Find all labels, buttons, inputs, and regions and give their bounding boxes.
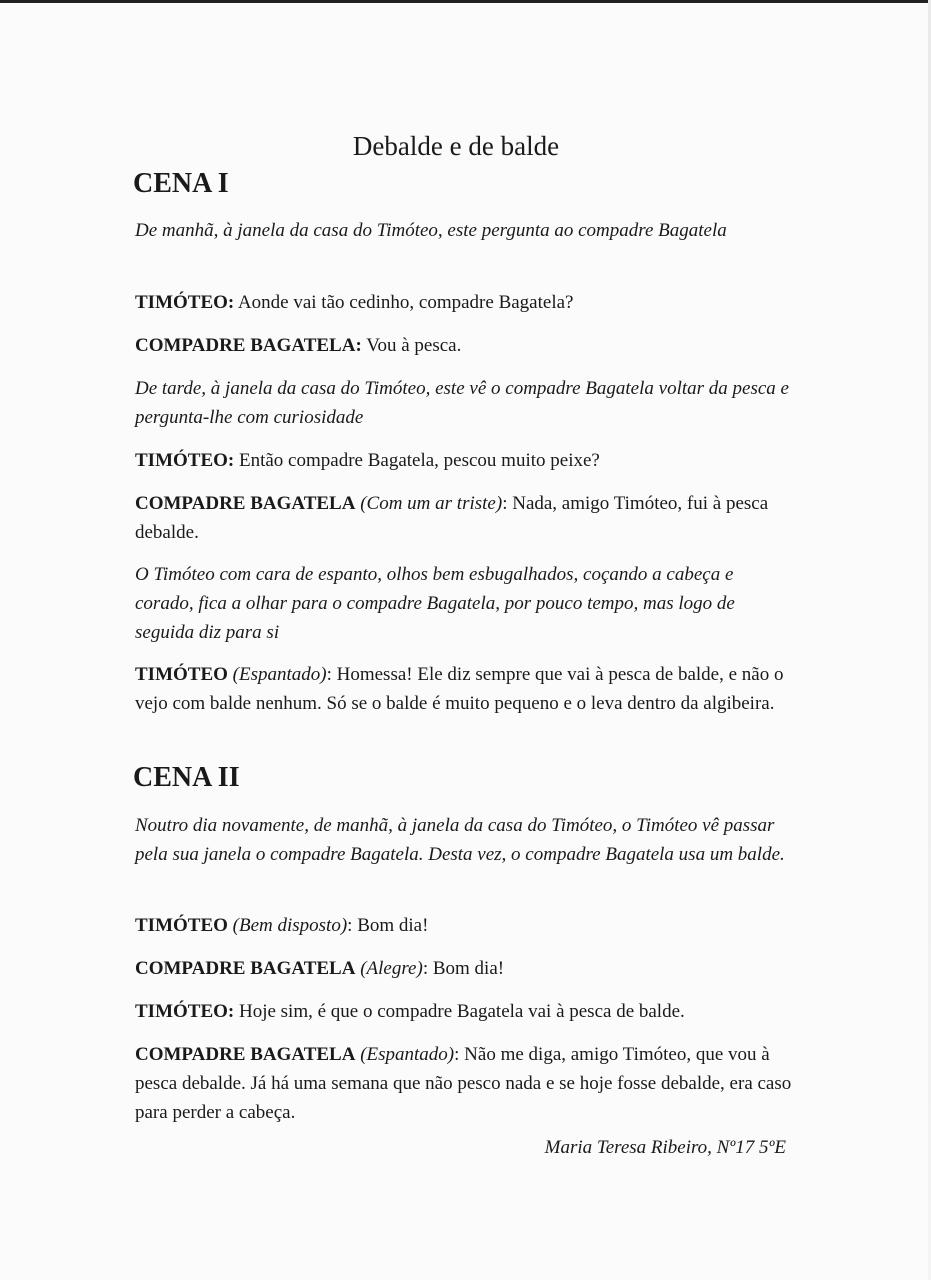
dialogue-line bbox=[135, 489, 795, 547]
dialogue-line bbox=[135, 1040, 795, 1127]
stage-direction: De manhã, à janela da casa do Timóteo, este pergunta ao compadre Bagatela bbox=[135, 220, 727, 241]
stage-note: (Com um ar triste) bbox=[360, 493, 503, 514]
dialogue-line bbox=[135, 331, 795, 360]
stage-note: (Espantado) bbox=[360, 1044, 455, 1065]
speaker-name: COMPADRE BAGATELA bbox=[135, 958, 356, 979]
dialogue-text: : Nada, amigo Timóteo, fui à pesca debalde. bbox=[135, 493, 769, 543]
dialogue-text: Hoje sim, é que o compadre Bagatela vai à pesca de balde. bbox=[234, 1001, 685, 1022]
dialogue-text: Vou à pesca. bbox=[361, 335, 462, 356]
speaker-name: COMPADRE BAGATELA bbox=[135, 1044, 356, 1065]
dialogue-text: : Não me diga, amigo Timóteo, que vou à pesca debalde. Já há uma semana que não pesco nada e se hoje fosse debalde, era caso para perder a cabeça. bbox=[135, 1044, 792, 1123]
document-title: Debalde e de balde bbox=[352, 131, 560, 162]
stage-direction: Noutro dia novamente, de manhã, à janela da casa do Timóteo, o Timóteo vê passar pela sua janela o compadre Bagatela. Desta vez, o compadre Bagatela usa um balde. bbox=[135, 815, 785, 865]
speaker-name: TIMÓTEO bbox=[135, 664, 228, 685]
dialogue-line bbox=[135, 911, 795, 940]
dialogue-text: : Bom dia! bbox=[347, 915, 429, 936]
dialogue-line bbox=[135, 288, 795, 317]
speaker-name: COMPADRE BAGATELA: bbox=[135, 335, 362, 356]
speaker-name: TIMÓTEO: bbox=[135, 1001, 235, 1022]
scene-2-heading: CENA II bbox=[133, 762, 240, 793]
dialogue-line bbox=[135, 446, 795, 475]
stage-note: (Espantado) bbox=[232, 664, 327, 685]
dialogue-line bbox=[135, 954, 795, 983]
dialogue-text: : Homessa! Ele diz sempre que vai à pesca de balde, e não o vejo com balde nenhum. Só se o balde é muito pequeno e o leva dentro da algibeira. bbox=[135, 664, 784, 714]
speaker-name: TIMÓTEO: bbox=[135, 292, 235, 313]
scene-1-heading: CENA I bbox=[133, 168, 229, 199]
stage-direction: O Timóteo com cara de espanto, olhos bem esbugalhados, coçando a cabeça e corado, fica a olhar para o compadre Bagatela, por pouco tempo, mas logo de seguida diz para si bbox=[135, 564, 735, 643]
speaker-name: TIMÓTEO bbox=[135, 915, 228, 936]
dialogue-line bbox=[135, 997, 795, 1026]
speaker-name: TIMÓTEO: bbox=[135, 450, 235, 471]
dialogue-text: Então compadre Bagatela, pescou muito peixe? bbox=[234, 450, 600, 471]
stage-note: (Bem disposto) bbox=[232, 915, 348, 936]
stage-note: (Alegre) bbox=[360, 958, 423, 979]
stage-direction: De tarde, à janela da casa do Timóteo, este vê o compadre Bagatela voltar da pesca e pergunta-lhe com curiosidade bbox=[135, 378, 789, 428]
dialogue-text: : Bom dia! bbox=[422, 958, 505, 979]
speaker-name: COMPADRE BAGATELA bbox=[135, 493, 356, 514]
dialogue-line bbox=[135, 660, 795, 718]
dialogue-text: Aonde vai tão cedinho, compadre Bagatela? bbox=[234, 292, 574, 313]
author-signature: Maria Teresa Ribeiro, Nº17 5ºE bbox=[544, 1137, 786, 1158]
